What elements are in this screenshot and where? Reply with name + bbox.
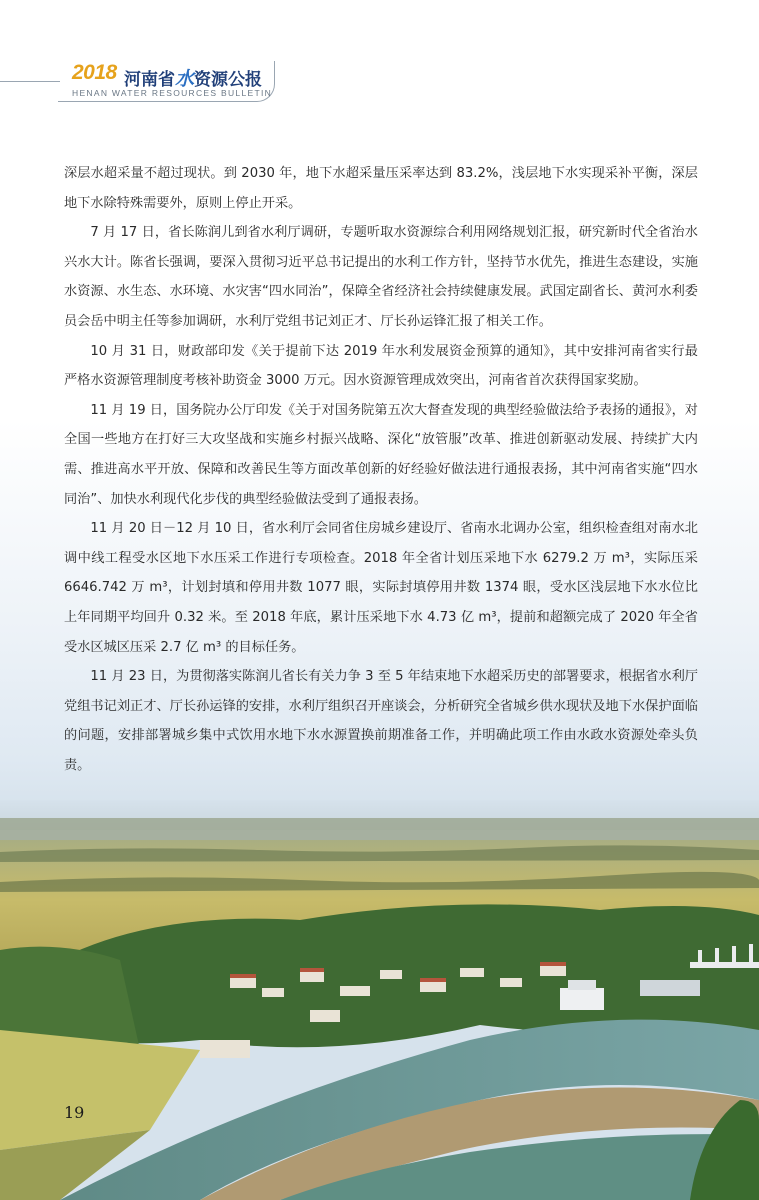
header-subtitle: HENAN WATER RESOURCES BULLETIN [72,88,273,98]
header-title [124,64,262,91]
header-rule [0,81,60,82]
paragraph: 深层水超采量不超过现状。到 2030 年，地下水超采量压采率达到 83.2%，浅层地下水实现采补平衡，深层地下水除特殊需要外，原则上停止开采。 [64,166,698,211]
aerial-landscape-photo [0,800,759,1200]
page-number: 19 [64,1103,85,1122]
paragraph: 11 月 23 日，为贯彻落实陈润儿省长有关力争 3 至 5 年结束地下水超采历史的部署要求，根据省水利厅党组书记刘正才、厅长孙运锋的安排，水利厅组织召开座谈会，分析研究全省城乡供水现状及地下水保护面临的问题，安排部署城乡集中式饮用水地下水水源置换前期准备工作，并明确此项工作由水政水资源处牵头负责。 [64,669,698,773]
paragraph: 7 月 17 日，省长陈润儿到省水利厅调研，专题听取水资源综合利用网络规划汇报，研究新时代全省治水兴水大计。陈省长强调，要深入贯彻习近平总书记提出的水利工作方针，坚持节水优先，推进生态建设，实施水资源、水生态、水环境、水灾害“四水同治”，保障全省经济社会持续健康发展。武国定副省长、黄河水利委员会岳中明主任等参加调研，水利厅党组书记刘正才、厅长孙运锋汇报了相关工作。 [64,225,698,329]
header-title-water-glyph: 水 [175,68,195,90]
header-title-part1: 河南省 [124,70,175,90]
header-title-part2: 资源公报 [194,70,263,90]
header-year: 2018 [72,61,117,84]
paragraph: 10 月 31 日，财政部印发《关于提前下达 2019 年水利发展资金预算的通知》，其中安排河南省实行最严格水资源管理制度考核补助资金 3000 万元。因水资源管理成效突出，河南省首次获得国家奖励。 [64,343,698,389]
paragraph: 11 月 19 日，国务院办公厅印发《关于对国务院第五次大督查发现的典型经验做法给予表扬的通报》，对全国一些地方在打好三大攻坚战和实施乡村振兴战略、深化“放管服”改革、推进创新驱动发展、持续扩大内需、推进高水平开放、保障和改善民生等方面改革创新的好经验好做法进行通报表扬，其中河南省实施“四水同治”、加快水利现代化步伐的典型经验做法受到了通报表扬。 [64,402,698,507]
article-body [64,159,698,780]
bulletin-header [0,55,300,105]
paragraph: 11 月 20 日－12 月 10 日，省水利厅会同省住房城乡建设厅、省南水北调办公室，组织检查组对南水北调中线工程受水区地下水压采工作进行专项检查。2018 年全省计划压采地下水 6279.2 万 m³，实际压采 6646.742 万 m³，计划封填和停用井数 1077 眼，实际封填停用井数 1374 眼，受水区浅层地下水水位比上年同期平均回升 0.32 米。至 2018 年底，累计压采地下水 4.73 亿 m³，提前和超额完成了 2020 年全省受水区城区压采 2.7 亿 m³ 的目标任务。 [64,521,698,655]
